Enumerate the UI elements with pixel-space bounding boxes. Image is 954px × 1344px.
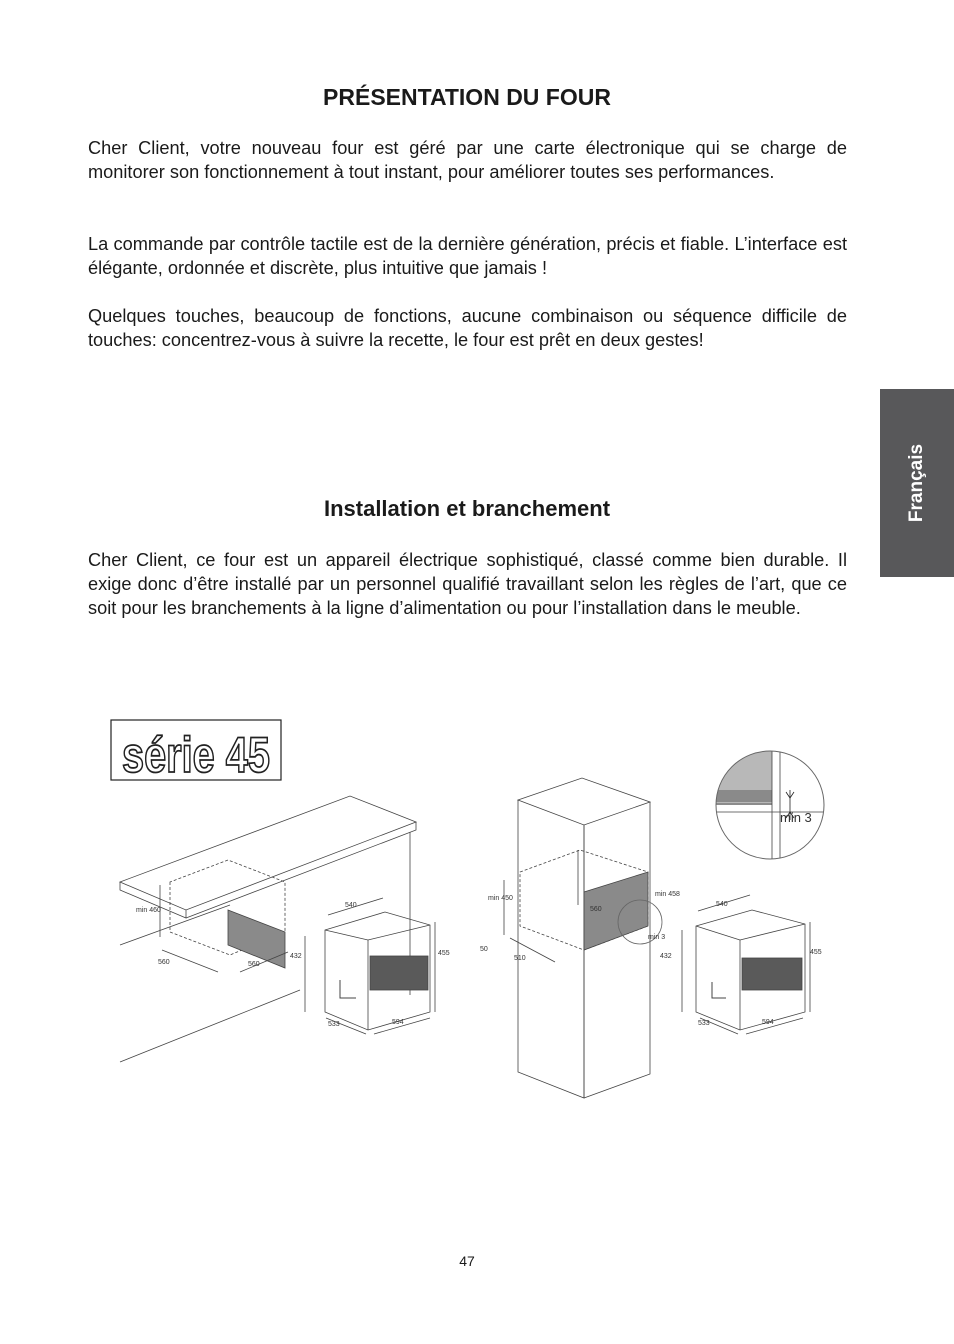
dim-under-oven-height-side: 432 [290, 953, 302, 960]
dim-col-min-height-right: min 458 [655, 891, 680, 898]
dim-under-min-height: min 460 [136, 907, 161, 914]
serie-45-logo [111, 720, 281, 783]
dim-under-oven-front-width: 594 [392, 1019, 404, 1026]
dim-col-front-gap: 50 [480, 946, 488, 953]
installation-diagram [100, 700, 840, 1110]
dim-under-depth: 560 [158, 959, 170, 966]
dim-col-oven-height-side: 432 [660, 953, 672, 960]
dim-under-oven-width: 540 [345, 902, 357, 909]
dim-col-oven-width: 540 [716, 901, 728, 908]
dim-col-gap: min 3 [648, 934, 666, 941]
dim-col-inner-width: 560 [590, 906, 602, 913]
section-title-installation: Installation et branchement [323, 496, 611, 521]
under-counter-drawing [120, 796, 435, 1062]
dim-under-oven-height-front: 455 [438, 950, 450, 957]
page-number: 47 [459, 1253, 475, 1269]
dim-col-depth: 510 [514, 955, 526, 962]
dim-col-min-height-left: min 450 [488, 895, 513, 902]
serie-45-logo-text: série 45 [122, 727, 270, 783]
paragraph-presentation-1: Cher Client, votre nouveau four est géré par une carte électronique qui se charge de monitorer son fonctionnement à tout instant, pour améliorer toutes ses performances. [88, 138, 847, 182]
paragraph-installation-1: Cher Client, ce four est un appareil électrique sophistiqué, classé comme bien durable. Il exige donc d’être installé par un personnel qualifié travaillant selon les règles de l’art, que ce soit pour les branchements à la ligne d’alimentation ou pour l’installation dans le meuble. [88, 550, 847, 618]
paragraph-presentation-2: La commande par contrôle tactile est de la dernière génération, précis et fiable. L’interface est élégante, ordonnée et discrète, plus intuitive que jamais ! [88, 234, 847, 278]
paragraph-presentation-3: Quelques touches, beaucoup de fonctions, aucune combinaison ou séquence difficile de touches: concentrez-vous à suivre la recette, le four est prêt en deux gestes! [88, 306, 847, 350]
dim-col-oven-height-front: 455 [810, 949, 822, 956]
dim-under-oven-depth: 533 [328, 1021, 340, 1028]
dim-under-width: 560 [248, 961, 260, 968]
section-title-presentation: PRÉSENTATION DU FOUR [323, 84, 611, 110]
gap-detail-magnifier [710, 745, 840, 865]
dim-col-oven-front-width: 594 [762, 1019, 774, 1026]
language-tab-label: Français [906, 443, 927, 523]
language-tab [880, 389, 954, 577]
dim-col-oven-depth: 533 [698, 1020, 710, 1027]
detail-gap-label: min 3 [780, 810, 812, 825]
